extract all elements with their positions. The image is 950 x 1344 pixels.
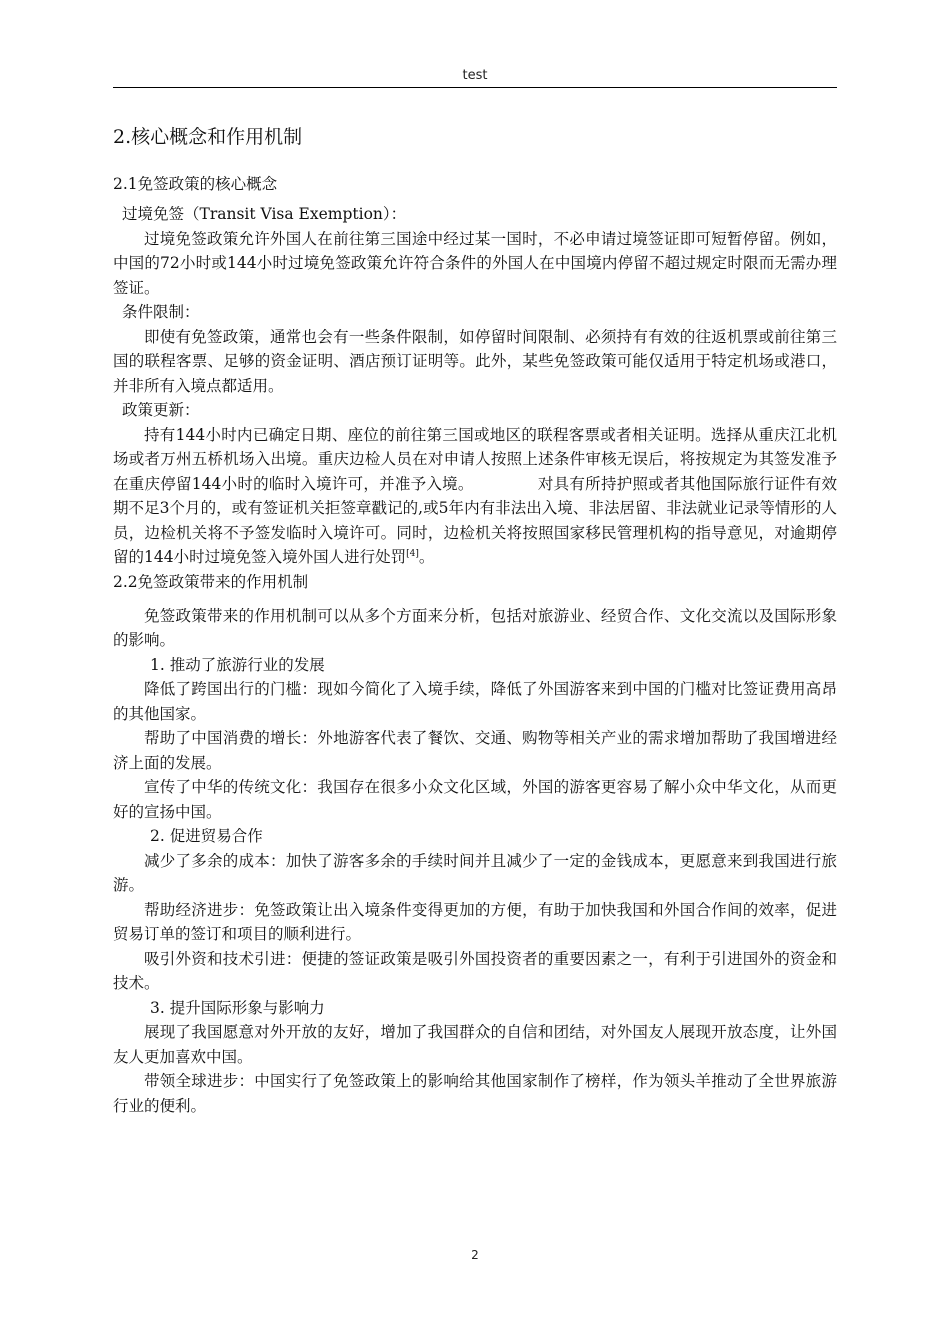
paragraph-2-3: 吸引外资和技术引进：便捷的签证政策是吸引外国投资者的重要因素之一，有利于引进国外的资金和技术。 [113, 949, 837, 992]
paragraph-2-1: 减少了多余的成本：加快了游客多余的手续时间并且减少了一定的金钱成本，更愿意来到我国进行旅游。 [113, 851, 837, 894]
paragraph-1-2: 帮助了中国消费的增长：外地游客代表了餐饮、交通、购物等相关产业的需求增加帮助了我国增进经济上面的发展。 [113, 729, 837, 772]
paragraph-1-1: 降低了跨国出行的门槛：现如今简化了入境手续，降低了外国游客来到中国的门槛对比签证费用高昂的其他国家。 [113, 680, 837, 723]
paragraph-update-part-a: 持有144小时内已确定日期、座位的前往第三国或地区的联程客票或者相关证明。选择从重庆江北机场或者万州五桥机场入出境。重庆边检人员在对申请人按照上述条件审核无误后，将按规定为其签发准予在重庆停留144小时的临时入境许可，并准予入境。 [113, 425, 837, 493]
page-body [113, 118, 837, 1118]
paragraph-3-2: 带领全球进步：中国实行了免签政策上的影响给其他国家制作了榜样，作为领头羊推动了全世界旅游行业的便利。 [113, 1072, 837, 1115]
paragraph-2-2: 帮助经济进步：免签政策让出入境条件变得更加的方便，有助于加快我国和外国合作间的效率，促进贸易订单的签订和项目的顺利进行。 [113, 900, 837, 943]
label-conditions: 条件限制： [122, 303, 200, 321]
paragraph-conditions: 即使有免签政策，通常也会有一些条件限制，如停留时间限制、必须持有有效的往返机票或前往第三国的联程客票、足够的资金证明、酒店预订证明等。此外，某些免签政策可能仅适用于特定机场或港口，并非所有入境点都适用。 [113, 327, 837, 395]
citation-ref: [4] [406, 549, 419, 559]
list-item-1-title: 1. 推动了旅游行业的发展 [150, 655, 325, 674]
header-divider [113, 87, 837, 88]
page-header: test [462, 68, 488, 83]
subsection-title-2-1: 2.1免签政策的核心概念 [113, 175, 278, 193]
paragraph-intro: 免签政策带来的作用机制可以从多个方面来分析，包括对旅游业、经贸合作、文化交流以及国际形象的影响。 [113, 606, 837, 649]
paragraph-3-1: 展现了我国愿意对外开放的友好，增加了我国群众的自信和团结，对外国友人展现开放态度，让外国友人更加喜欢中国。 [113, 1023, 837, 1066]
paragraph-1-3: 宣传了中华的传统文化：我国存在很多小众文化区域，外国的游客更容易了解小众中华文化，从而更好的宣扬中国。 [113, 778, 837, 821]
subsection-title-2-2: 2.2免签政策带来的作用机制 [113, 572, 309, 591]
paragraph-update [113, 423, 837, 570]
paragraph-transit: 过境免签政策允许外国人在前往第三国途中经过某一国时，不必申请过境签证即可短暂停留。例如，中国的72小时或144小时过境免签政策允许符合条件的外国人在中国境内停留不超过规定时限而无需办理签证。 [113, 229, 837, 297]
paragraph-update-part-b: 对具有所持护照或者其他国际旅行证件有效期不足3个月的，或有签证机关拒签章戳记的,或5年内有非法出入境、非法居留、非法就业记录等情形的人员，边检机关将不予签发临时入境许可。同时，边检机关将按照国家移民管理机构的指导意见，对逾期停留的144小时过境免签入境外国人进行处罚 [113, 474, 837, 566]
label-transit: 过境免签（Transit Visa Exemption）： [122, 205, 407, 223]
list-item-2-title: 2. 促进贸易合作 [150, 827, 263, 845]
label-update: 政策更新： [122, 401, 200, 419]
paragraph-end-punct: 。 [418, 548, 435, 566]
section-title: 2.核心概念和作用机制 [113, 126, 303, 148]
page-number: 2 [471, 1248, 479, 1262]
list-item-3-title: 3. 提升国际形象与影响力 [150, 998, 325, 1017]
